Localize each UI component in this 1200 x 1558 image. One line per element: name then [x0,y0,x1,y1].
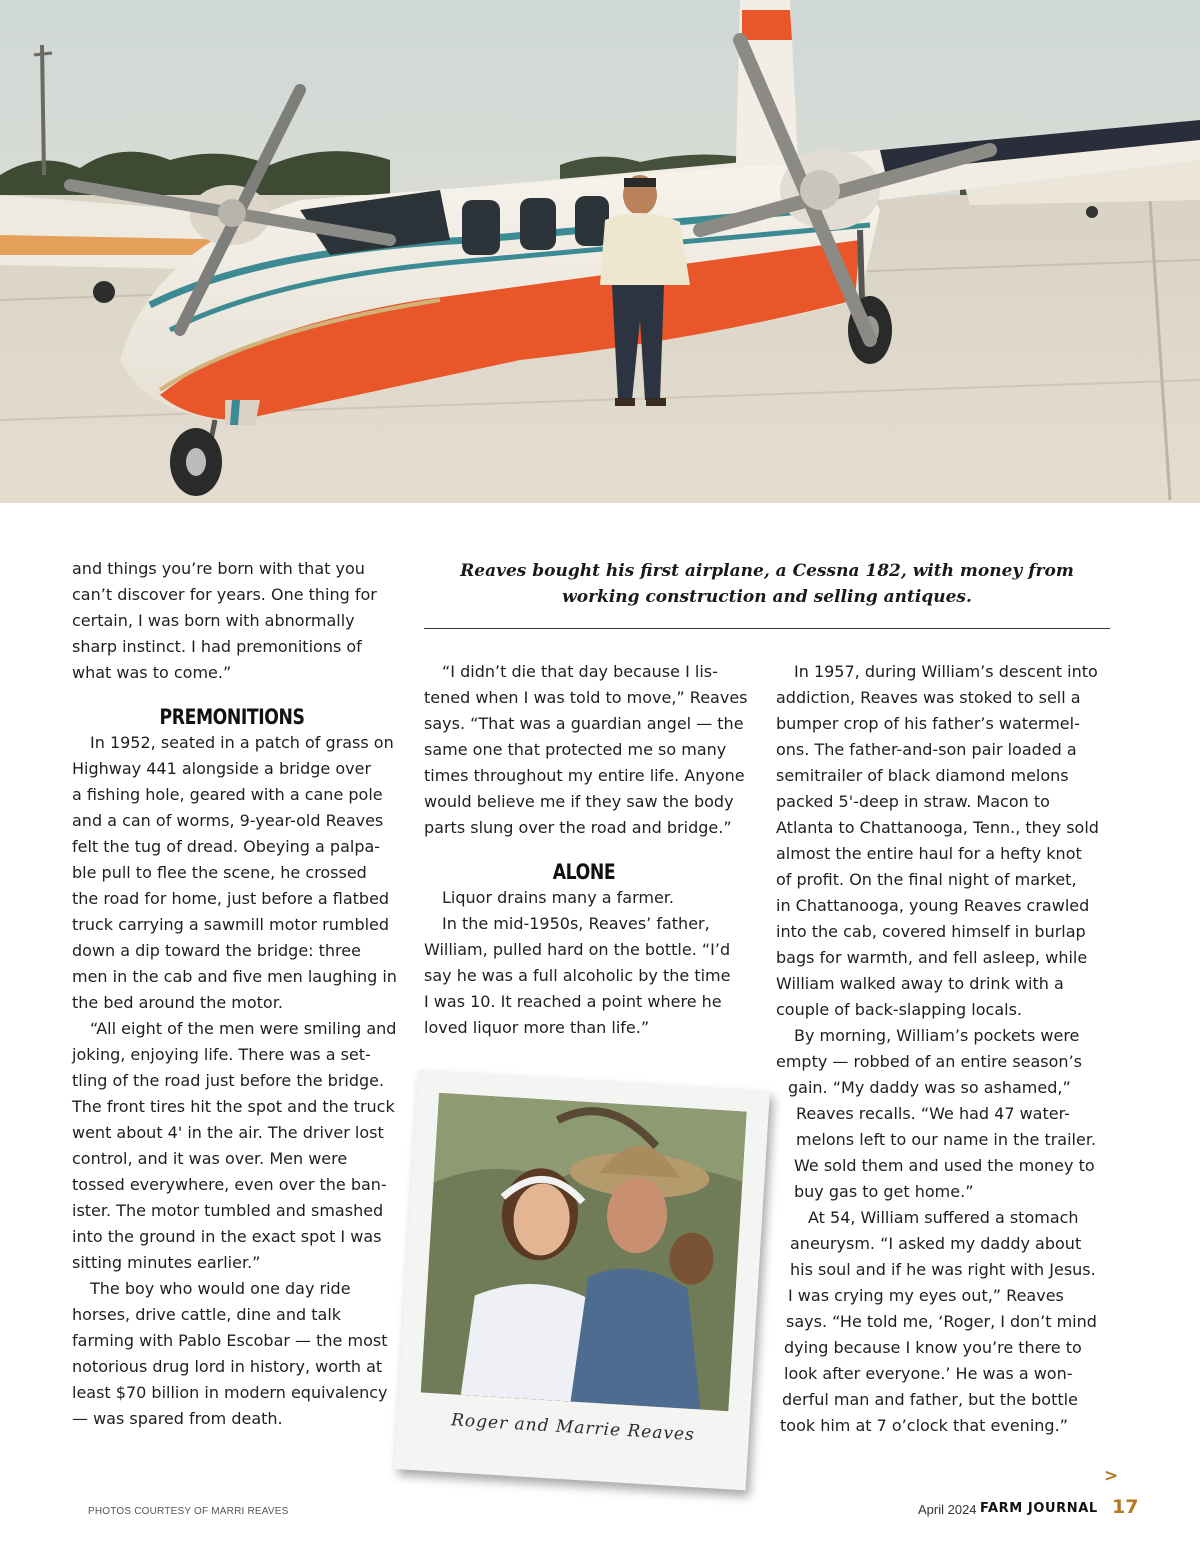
text-line: In 1952, seated in a patch of grass on [90,733,394,752]
text-line: bags for warmth, and fell asleep, while [776,948,1088,967]
text-line: In 1957, during William’s descent into [794,662,1098,681]
text-line: empty — robbed of an entire season’s [776,1052,1082,1071]
text-line: At 54, William suffered a stomach [808,1208,1079,1227]
text-line: derful man and father, but the bottle [782,1390,1078,1409]
airplane-photo [0,0,1200,503]
text-line: — was spared from death. [72,1409,283,1428]
text-line: William walked away to drink with a [776,974,1064,993]
text-line: almost the entire haul for a hefty knot [776,844,1082,863]
article-column-1 [72,556,397,1432]
text-line: say he was a full alcoholic by the time [424,966,731,985]
text-line: Liquor drains many a farmer. [442,888,674,907]
text-line: look after everyone.’ He was a won- [784,1364,1073,1383]
page-number: 17 [1112,1496,1139,1518]
text-line: packed 5'-deep in straw. Macon to [776,792,1050,811]
text-line: “All eight of the men were smiling and [90,1019,397,1038]
text-line: and a can of worms, 9-year-old Reaves [72,811,384,830]
text-line: loved liquor more than life.” [424,1018,650,1037]
text-line: Highway 441 alongside a bridge over [72,759,372,778]
text-line: couple of back-slapping locals. [776,1000,1022,1019]
text-line: We sold them and used the money to [794,1156,1095,1175]
text-line: sitting minutes earlier.” [72,1253,261,1272]
section-heading-alone: ALONE [552,860,616,884]
text-line: tling of the road just before the bridge. [72,1071,385,1090]
text-line: control, and it was over. Men were [72,1149,348,1168]
text-line: least $70 billion in modern equivalency [72,1383,388,1402]
hero-photo [0,0,1200,503]
text-line: notorious drug lord in history, worth at [72,1357,383,1376]
text-line: farming with Pablo Escobar — the most [72,1331,388,1350]
text-line: into the ground in the exact spot I was [72,1227,382,1246]
text-line: says. “That was a guardian angel — the [424,714,744,733]
text-line: and things you’re born with that you [72,559,365,578]
text-line: The boy who would one day ride [90,1279,351,1298]
text-line: semitrailer of black diamond melons [776,766,1069,785]
text-line: parts slung over the road and bridge.” [424,818,732,837]
text-line: joking, enjoying life. There was a set- [72,1045,371,1064]
text-line: times throughout my entire life. Anyone [424,766,745,785]
text-line: a fishing hole, geared with a cane pole [72,785,383,804]
text-line: Reaves recalls. “We had 47 water- [796,1104,1070,1123]
text-line: The front tires hit the spot and the truck [72,1097,395,1116]
text-line: what was to come.” [72,663,232,682]
text-line: I was 10. It reached a point where he [424,992,722,1011]
text-line: aneurysm. “I asked my daddy about [790,1234,1082,1253]
text-line: took him at 7 o’clock that evening.” [780,1416,1068,1435]
text-line: tened when I was told to move,” Reaves [424,688,748,707]
text-line: would believe me if they saw the body [424,792,734,811]
text-line: down a dip toward the bridge: three [72,941,361,960]
text-line: went about 4' in the air. The driver lost [72,1123,384,1142]
article-column-3 [776,659,1106,1439]
text-line: horses, drive cattle, dine and talk [72,1305,342,1324]
caption-divider [424,628,1110,629]
text-line: William, pulled hard on the bottle. “I’d [424,940,731,959]
text-line: dying because I know you’re there to [784,1338,1082,1357]
text-line: into the cab, covered himself in burlap [776,922,1086,941]
text-line: Atlanta to Chattanooga, Tenn., they sold [776,818,1099,837]
text-line: “I didn’t die that day because I lis- [442,662,718,681]
text-line: bumper crop of his father’s watermel- [776,714,1080,733]
text-line: In the mid-1950s, Reaves’ father, [442,914,710,933]
polaroid-signature: Roger and Marrie Reaves [450,1410,696,1446]
text-line: I was crying my eyes out,” Reaves [788,1286,1064,1305]
text-line: melons left to our name in the trailer. [796,1130,1097,1149]
text-line: says. “He told me, ‘Roger, I don’t mind [786,1312,1097,1331]
issue-date: April 2024 [918,1502,977,1517]
polaroid-photo [394,1070,770,1491]
text-line: felt the tug of dread. Obeying a palpa- [72,837,381,856]
text-line: certain, I was born with abnormally [72,611,355,630]
text-line: the bed around the motor. [72,993,283,1012]
text-line: ister. The motor tumbled and smashed [72,1201,384,1220]
text-line: ons. The father-and-son pair loaded a [776,740,1077,759]
text-line: can’t discover for years. One thing for [72,585,377,604]
text-line: buy gas to get home.” [794,1182,974,1201]
text-line: addiction, Reaves was stoked to sell a [776,688,1081,707]
text-line: of profit. On the final night of market, [776,870,1077,889]
couple-photo [421,1093,747,1411]
text-line: the road for home, just before a flatbed [72,889,390,908]
text-line: ble pull to flee the scene, he crossed [72,863,367,882]
text-line: truck carrying a sawmill motor rumbled [72,915,390,934]
section-heading-premonitions: PREMONITIONS [159,705,305,729]
text-line: his soul and if he was right with Jesus. [790,1260,1096,1279]
magazine-name: FARM JOURNAL [980,1501,1098,1516]
text-line: sharp instinct. I had premonitions of [72,637,362,656]
text-line: gain. “My daddy was so ashamed,” [788,1078,1071,1097]
text-line: in Chattanooga, young Reaves crawled [776,896,1090,915]
continue-arrow-icon: > [1104,1466,1119,1486]
photo-credit: PHOTOS COURTESY OF MARRI REAVES [88,1506,289,1517]
photo-caption: Reaves bought his first airplane, a Cessna 182, with money from working construction and selling antiques. [460,561,1074,607]
text-line: men in the cab and five men laughing in [72,967,397,986]
text-line: tossed everywhere, even over the ban- [72,1175,387,1194]
text-line: By morning, William’s pockets were [794,1026,1080,1045]
article-column-2 [424,659,748,1041]
text-line: same one that protected me so many [424,740,727,759]
